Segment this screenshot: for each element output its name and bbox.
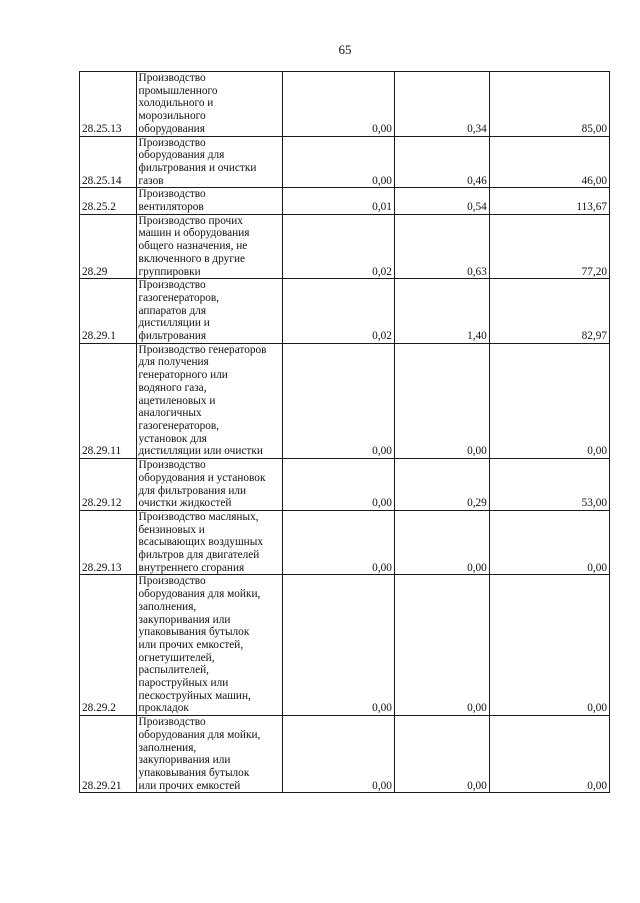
row-name-text: Производство генераторов для получения генераторного или водяного газа, ацетиленовых и аналогичных газогенераторов, установок для дистилляции или очистки (138, 343, 267, 458)
row-value-2: 0,00 (394, 575, 489, 716)
row-name (136, 188, 282, 214)
row-value-1: 0,00 (282, 136, 394, 188)
row-name (136, 510, 282, 575)
table-row (80, 72, 610, 137)
row-value-2: 0,29 (394, 459, 489, 511)
table-row (80, 188, 610, 214)
page-number: 65 (338, 42, 352, 57)
row-value-2: 0,63 (394, 214, 489, 279)
row-value-3: 0,00 (489, 510, 609, 575)
row-code: 28.29.11 (80, 343, 137, 458)
row-code: 28.25.13 (80, 72, 137, 137)
row-value-1: 0,02 (282, 279, 394, 344)
row-name-text: Производство вентиляторов (138, 188, 206, 214)
row-value-1: 0,00 (282, 575, 394, 716)
row-name (136, 72, 282, 137)
row-name (136, 716, 282, 793)
table-row (80, 136, 610, 188)
row-value-1: 0,01 (282, 188, 394, 214)
row-value-1: 0,00 (282, 459, 394, 511)
row-name (136, 279, 282, 344)
row-name-text: Производство газогенераторов, аппаратов для дистилляции и фильтрования (138, 279, 220, 343)
row-value-2: 0,00 (394, 343, 489, 458)
row-code: 28.29 (80, 214, 137, 279)
row-value-3: 85,00 (489, 72, 609, 137)
row-name-text: Производство оборудования для фильтрования и очистки газов (138, 136, 257, 187)
row-value-3: 77,20 (489, 214, 609, 279)
table-row (80, 575, 610, 716)
row-code: 28.29.13 (80, 510, 137, 575)
row-code: 28.25.14 (80, 136, 137, 188)
table-row (80, 716, 610, 793)
row-code: 28.29.2 (80, 575, 137, 716)
row-value-3: 113,67 (489, 188, 609, 214)
row-value-3: 82,97 (489, 279, 609, 344)
table-row (80, 343, 610, 458)
row-code: 28.29.12 (80, 459, 137, 511)
row-value-1: 0,00 (282, 510, 394, 575)
row-name-text: Производство промышленного холодильного и морозильного оборудования (138, 72, 218, 135)
row-name-text: Производство оборудования для мойки, заполнения, закупоривания или упаковывания бутылок или прочих емкостей (138, 716, 261, 792)
row-name (136, 136, 282, 188)
row-value-1: 0,00 (282, 716, 394, 793)
row-value-3: 46,00 (489, 136, 609, 188)
production-table (79, 71, 610, 793)
row-value-1: 0,00 (282, 72, 394, 137)
row-value-1: 0,02 (282, 214, 394, 279)
row-value-2: 0,54 (394, 188, 489, 214)
row-value-2: 0,00 (394, 510, 489, 575)
table-row (80, 510, 610, 575)
row-value-3: 0,00 (489, 716, 609, 793)
row-name (136, 343, 282, 458)
table-row (80, 459, 610, 511)
row-value-2: 0,00 (394, 716, 489, 793)
table-row (80, 214, 610, 279)
row-value-3: 53,00 (489, 459, 609, 511)
row-name (136, 459, 282, 511)
row-name-text: Производство оборудования для мойки, заполнения, закупоривания или упаковывания бутылок или прочих емкостей, огнетушителей, распылителей, пароструйных или пескоструйных машин, прокладок (138, 575, 261, 715)
row-name (136, 214, 282, 279)
row-code: 28.29.1 (80, 279, 137, 344)
row-value-2: 0,34 (394, 72, 489, 137)
row-name-text: Производство оборудования и установок для фильтрования или очистки жидкостей (138, 459, 266, 510)
row-value-2: 1,40 (394, 279, 489, 344)
row-code: 28.29.21 (80, 716, 137, 793)
table-row (80, 279, 610, 344)
row-code: 28.25.2 (80, 188, 137, 214)
row-value-2: 0,46 (394, 136, 489, 188)
row-name-text: Производство прочих машин и оборудования общего назначения, не включенного в другие группировки (138, 214, 250, 278)
row-value-3: 0,00 (489, 575, 609, 716)
row-name (136, 575, 282, 716)
row-value-1: 0,00 (282, 343, 394, 458)
row-value-3: 0,00 (489, 343, 609, 458)
row-name-text: Производство масляных, бензиновых и всасывающих воздушных фильтров для двигателей внутреннего сгорания (138, 510, 263, 574)
